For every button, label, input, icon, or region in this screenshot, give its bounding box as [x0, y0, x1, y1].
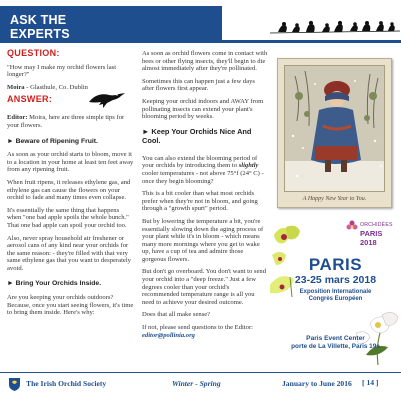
- page-number-value: 14: [366, 378, 375, 387]
- answer-row: [7, 96, 134, 110]
- page-bracket-open: [: [362, 378, 367, 387]
- mid-paragraph: Does that all make sense?: [142, 311, 211, 319]
- card-illustration: [284, 65, 385, 192]
- temp-emphasis: slightly: [238, 162, 259, 170]
- poster-venue: Paris Event Center: [306, 335, 365, 342]
- society-crest-icon: [8, 377, 21, 391]
- editor-email-link[interactable]: editor@pollinia.org: [142, 331, 195, 339]
- page-bracket-close: ]: [374, 378, 379, 387]
- answer-heading: ANSWER:: [7, 94, 53, 105]
- mid-paragraph: But by lowering the temperature a bit, you're essentially slowing down the aging process of your plant while it's in bloom - which means many more mornings where you get to wake up, have a cup of tea and admire those gorgeous flowers.: [142, 217, 264, 263]
- mid-paragraph: As soon as orchid flowers come in contact with bees or other flying insects, they'll begin to die almost immediately after they're pollinated.: [142, 50, 268, 73]
- section-title-line1: ASK THE: [10, 13, 67, 27]
- society-name: The Irish Orchid Society: [26, 379, 107, 388]
- logo-label-bottom: PARIS 2018: [360, 229, 383, 247]
- mid-paragraph: Keeping your orchid indoors and AWAY from pollinating insects can extend your plant's blooming period by weeks.: [142, 97, 264, 121]
- question-heading: QUESTION:: [7, 48, 60, 58]
- crow-icon: [87, 90, 127, 110]
- poster-line-congres: Congrès Européen: [308, 296, 363, 302]
- card-artwork: [285, 66, 385, 192]
- tip1-paragraph: Also, never spray household air freshener or aerosol cans of any kind near your orchids for the same reason: - they're filled with that very same ethylene gas that you want to desperately avoid.: [7, 234, 131, 272]
- poster-dates: 23-25 mars 2018: [294, 274, 377, 286]
- tip1-paragraph: When fruit ripens, it releases ethylene gas, and ethylene gas can cause the flowers on your orchid to fade and many times even collapse.: [7, 178, 131, 202]
- birds-on-wire-icon: [270, 2, 400, 38]
- poster-line-exposition: Exposition Internationale: [299, 289, 372, 295]
- page-number: [362, 378, 378, 387]
- mid-paragraph: Sometimes this can happen just a few days after flowers first appear.: [142, 77, 255, 93]
- contact-line: [142, 324, 268, 339]
- footer-rule: [0, 372, 401, 373]
- page-footer: [0, 374, 401, 398]
- orchid-logo-icon: [346, 220, 358, 232]
- temp-text-a: You can also extend the blooming period of your orchids by introducing them to: [142, 154, 258, 170]
- card-caption: A Happy New Year to You.: [302, 196, 367, 202]
- new-year-card-image: [277, 58, 392, 208]
- tip1-heading: ► Beware of Ripening Fruit.: [7, 137, 98, 145]
- poster-address: porte de La Villette, Paris 19e: [291, 343, 380, 350]
- question-text: "How may I make my orchid flowers last longer?": [7, 63, 117, 79]
- tip2-heading: ► Bring Your Orchids Inside.: [7, 280, 102, 288]
- tip3-heading: ► Keep Your Orchids Nice And Cool.: [142, 126, 252, 145]
- logo-label-top: ORCHIDÉES: [360, 222, 393, 228]
- mid-paragraph: [142, 155, 268, 185]
- middle-column: [142, 50, 268, 344]
- tip1-paragraph: As soon as your orchid starts to bloom, move it to a location in your home at least ten feet away from any ripening fruit.: [7, 151, 134, 174]
- mid-paragraph: But don't go overboard. You don't want to send your orchid into a "deep freeze." Just a few degrees cooler than your orchid's recommended temperature range is all you need to achieve your desired outcome.: [142, 268, 266, 306]
- asker-name: Moira: [7, 83, 25, 91]
- mid-paragraph: This is a bit cooler than what most orchids prefer when they're not in bloom, and going through a "growth spurt" period.: [142, 190, 258, 213]
- temp-text-b: cooler temperatures - not above 75°f (24° C) - once they begin blooming?: [142, 169, 264, 185]
- editor-intro: [7, 114, 134, 129]
- tip2-paragraph: Are you keeping your orchids outdoors? Because, once you start seeing flowers, it's time to bring them inside. Here's why:: [7, 294, 134, 317]
- tip1-paragraph: It's essentially the same thing that happens when "one bad apple spoils the whole bunch." That one bad apple can spoil your orchid too.: [7, 206, 129, 229]
- page-header: [0, 0, 401, 44]
- section-title-line2: EXPERTS: [10, 26, 70, 41]
- orchid-expo-poster: [270, 215, 401, 365]
- contact-text: If not, please send questions to the Editor:: [142, 324, 253, 332]
- section-title: [10, 14, 70, 41]
- header-rule: [222, 40, 401, 43]
- editor-intro-text: Moira, here are three simple tips for your flowers.: [7, 114, 125, 129]
- orchidees-paris-logo: [346, 220, 401, 250]
- poster-city: PARIS: [308, 255, 363, 274]
- issue-dates: January to June 2016: [282, 379, 352, 388]
- left-column: [7, 50, 134, 322]
- editor-label: Editor:: [7, 114, 28, 122]
- header-banner: [0, 6, 222, 43]
- asker-location: - Glasthule, Co. Dublin: [24, 83, 88, 91]
- issue-season: Winter - Spring: [172, 379, 221, 388]
